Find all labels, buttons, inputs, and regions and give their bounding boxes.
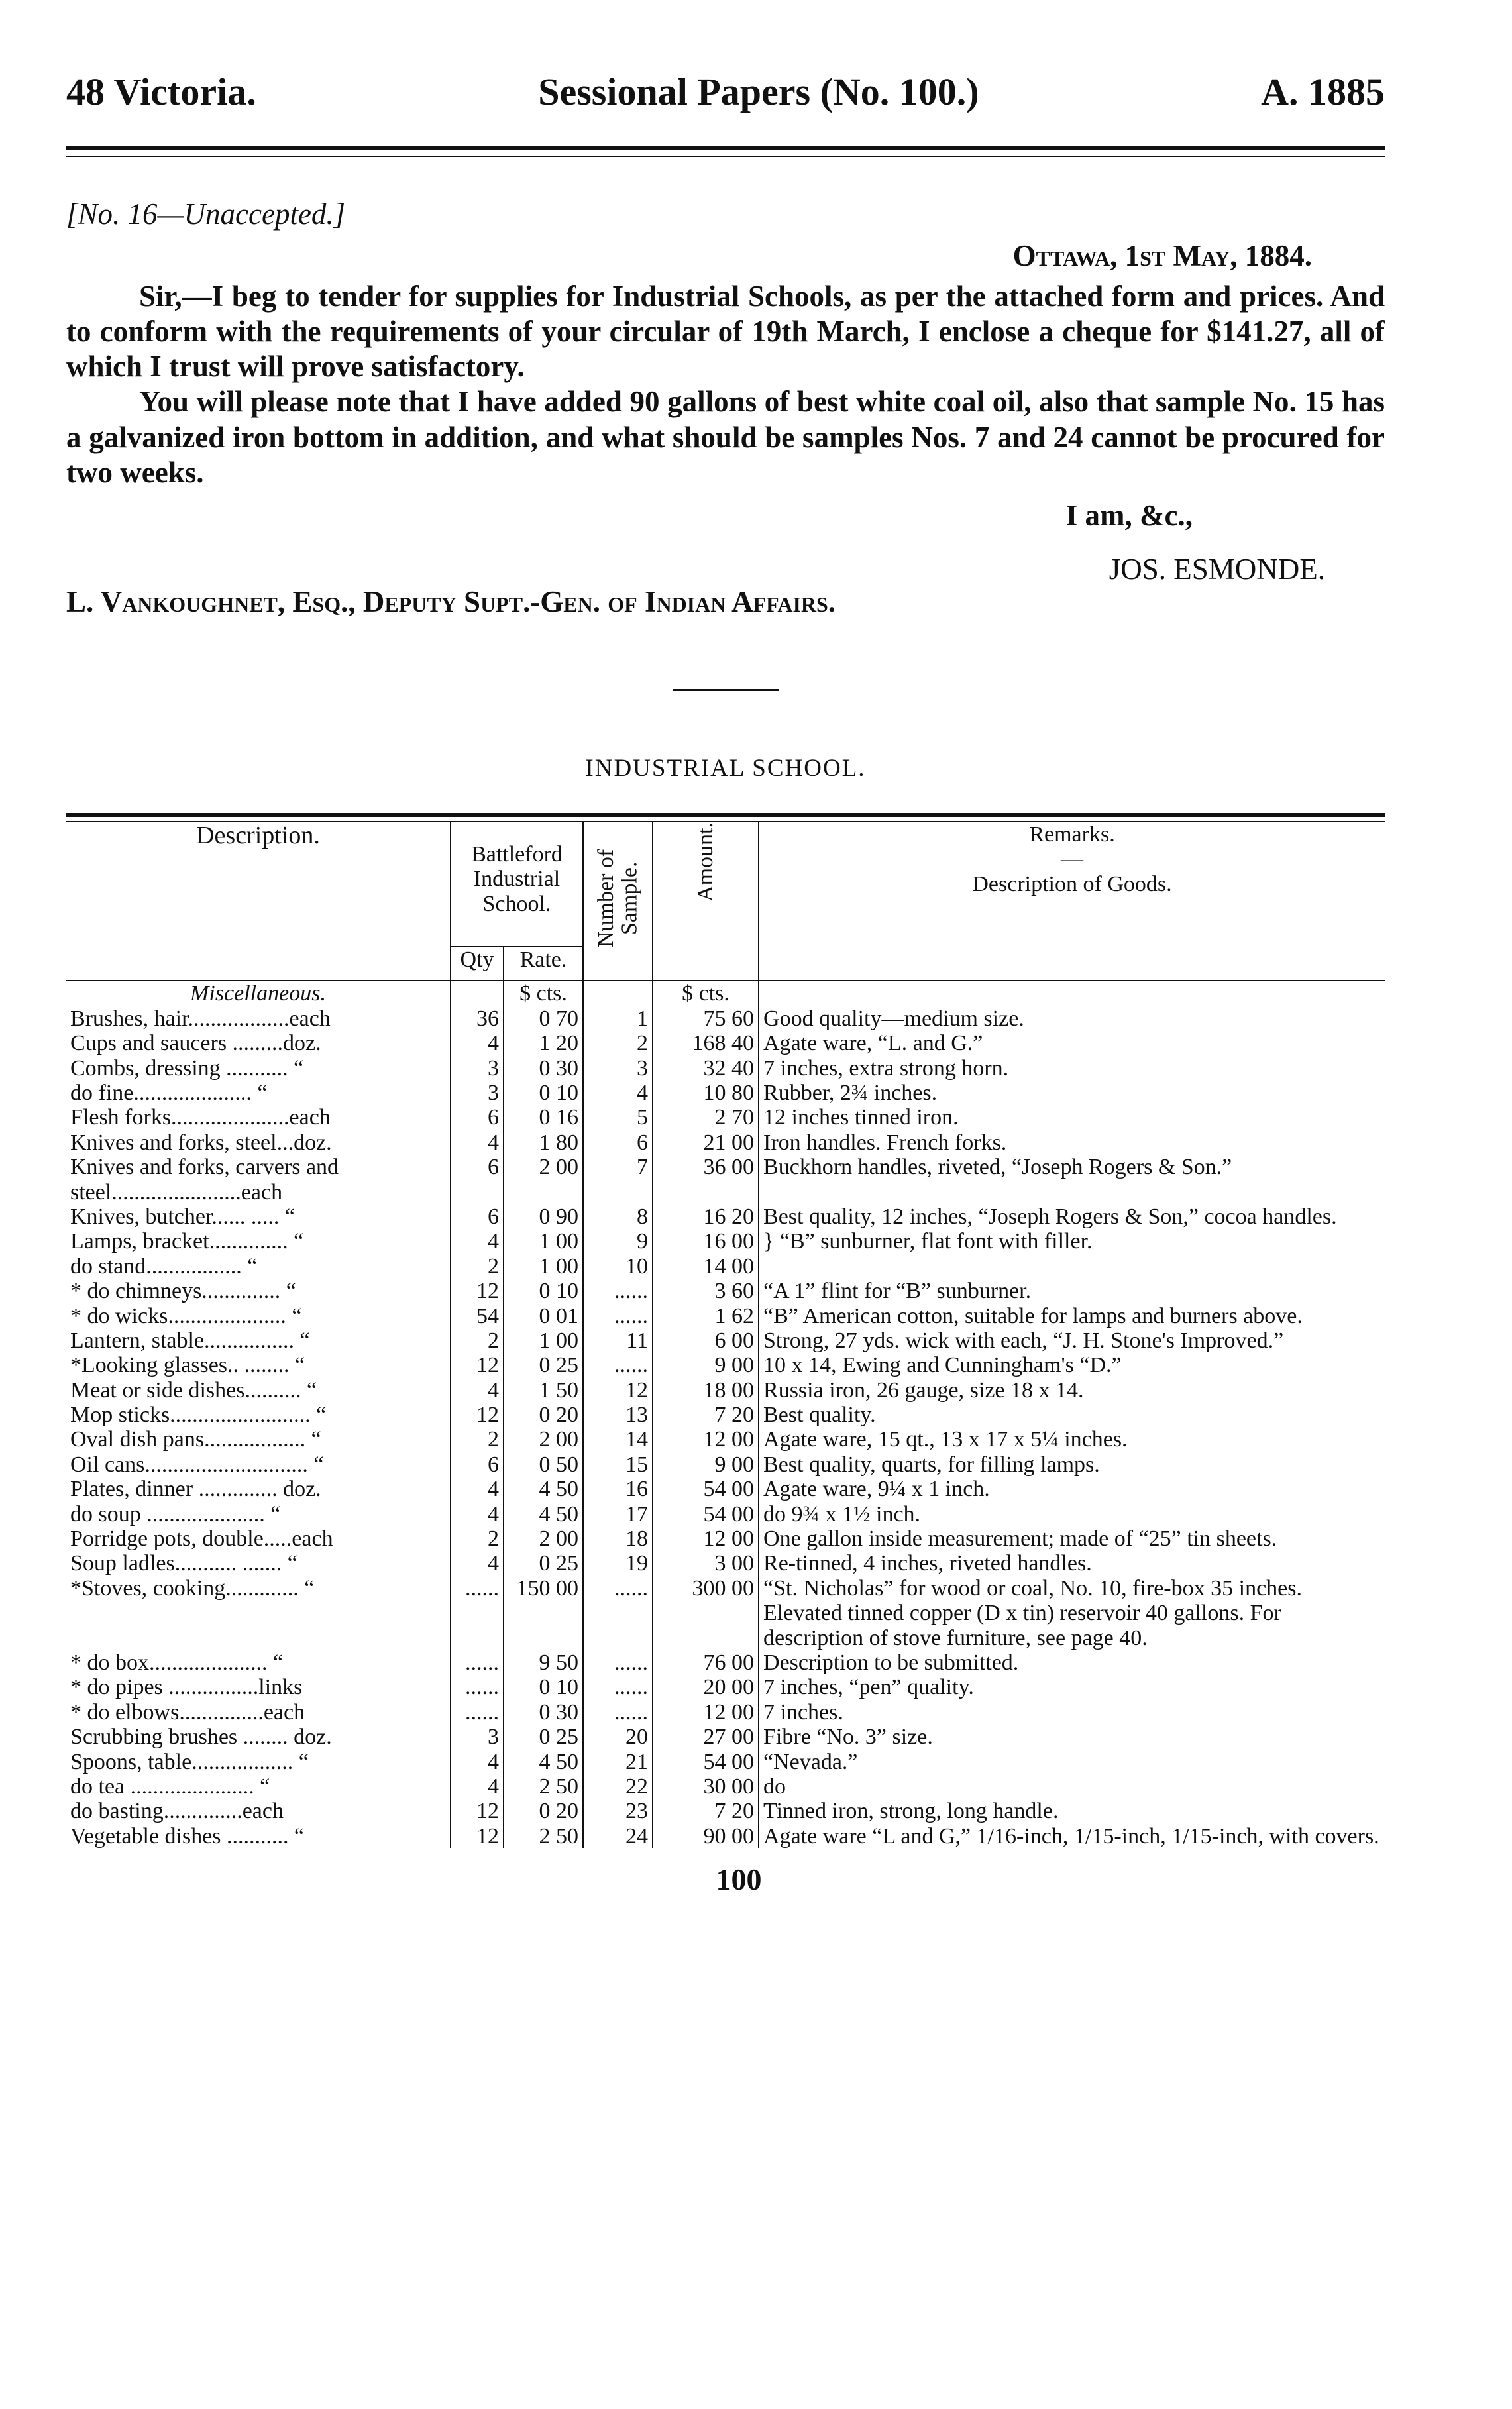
item-rate: 1 80 [504,1130,583,1155]
document-id: [No. 16—Unaccepted.] [66,197,346,231]
header-right: A. 1885 [1261,70,1385,113]
table-row [66,1526,1385,1551]
item-rate: 0 30 [504,1056,583,1081]
table-row [66,1204,1385,1229]
item-rate: 2 00 [504,1427,583,1452]
item-quantity: 36 [451,1006,504,1031]
item-quantity: 4 [451,1477,504,1501]
item-amount: 7 20 [653,1799,759,1823]
item-rate: 0 90 [504,1204,583,1229]
header-sample-number: Number of Sample. [583,822,653,981]
item-rate: 1 00 [504,1254,583,1279]
item-rate: 2 50 [504,1824,583,1848]
item-sample-number: 4 [583,1081,653,1105]
item-amount: 54 00 [653,1750,759,1774]
table-row [66,1824,1385,1848]
item-amount: 168 40 [653,1031,759,1055]
item-quantity: 12 [451,1279,504,1303]
item-quantity: 2 [451,1427,504,1452]
item-description: Knives and forks, carvers and steel.......................each [70,1155,339,1204]
item-sample-number: 11 [583,1328,653,1353]
item-quantity: 2 [451,1526,504,1551]
item-quantity: 4 [451,1229,504,1254]
item-description: * do box..................... “ [70,1650,284,1675]
table-row [66,1031,1385,1055]
item-remarks: 7 inches, “pen” quality. [759,1675,1385,1699]
item-sample-number: 19 [583,1551,653,1576]
item-quantity: ...... [451,1650,504,1675]
item-quantity: 12 [451,1353,504,1377]
item-amount: 54 00 [653,1502,759,1526]
item-remarks: Best quality, 12 inches, “Joseph Rogers & Son,” cocoa handles. [759,1204,1385,1229]
header-remarks-dash: — [1061,847,1083,872]
table-row [66,1155,1385,1204]
item-remarks: Good quality—medium size. [759,1006,1385,1031]
item-sample-number: 6 [583,1130,653,1155]
item-rate: 2 00 [504,1526,583,1551]
item-rate: 4 50 [504,1750,583,1774]
table-row [66,1675,1385,1699]
item-rate: 0 20 [504,1799,583,1823]
item-amount: 27 00 [653,1725,759,1749]
table-row [66,1725,1385,1749]
item-amount: 36 00 [653,1155,759,1204]
item-amount: 14 00 [653,1254,759,1279]
item-sample-number: 1 [583,1006,653,1031]
item-description: Knives and forks, steel...doz. [70,1130,332,1155]
item-rate: 1 00 [504,1328,583,1353]
item-quantity: 3 [451,1725,504,1749]
table-row [66,1452,1385,1477]
item-rate: 1 00 [504,1229,583,1254]
item-rate: 1 20 [504,1031,583,1055]
header-remarks-subtitle: Description of Goods. [972,871,1172,896]
item-amount: 1 62 [653,1304,759,1328]
item-description: Plates, dinner .............. doz. [70,1477,321,1502]
item-description: * do pipes ................links [70,1675,303,1700]
item-rate: 0 30 [504,1700,583,1725]
table-row [66,1799,1385,1823]
units-row [66,981,1385,1006]
running-header [66,70,1385,113]
item-remarks: Agate ware “L and G,” 1/16-inch, 1/15-inch, 1/15-inch, with covers. [759,1824,1385,1848]
item-description: * do wicks..................... “ [70,1303,302,1328]
item-sample-number: 21 [583,1750,653,1774]
item-amount: 76 00 [653,1650,759,1675]
item-remarks: Russia iron, 26 gauge, size 18 x 14. [759,1378,1385,1403]
item-quantity: 12 [451,1403,504,1427]
item-description: * do chimneys.............. “ [70,1279,296,1304]
item-remarks: Strong, 27 yds. wick with each, “J. H. Stone's Improved.” [759,1328,1385,1353]
item-remarks: Rubber, 2¾ inches. [759,1081,1385,1105]
item-rate: 0 70 [504,1006,583,1031]
item-quantity: 6 [451,1155,504,1204]
item-quantity: 6 [451,1452,504,1477]
item-rate: 0 20 [504,1403,583,1427]
amount-unit: $ cts. [653,981,759,1006]
table-rule-thick [66,813,1385,817]
section-label: Miscellaneous. [190,981,326,1006]
item-quantity: 3 [451,1056,504,1081]
item-sample-number: 10 [583,1254,653,1279]
item-sample-number: ...... [583,1353,653,1377]
item-description: Flesh forks.....................each [70,1105,331,1130]
item-amount: 2 70 [653,1105,759,1130]
item-remarks: } “B” sunburner, flat font with filler. [759,1229,1385,1254]
item-sample-number: 7 [583,1155,653,1204]
header-rule-thick [66,146,1385,150]
item-quantity: 2 [451,1328,504,1353]
table-row [66,1006,1385,1031]
table-row [66,1551,1385,1576]
item-amount: 30 00 [653,1774,759,1799]
item-remarks: Description to be submitted. [759,1650,1385,1675]
item-rate: 0 50 [504,1452,583,1477]
item-amount: 10 80 [653,1081,759,1105]
item-description: Lamps, bracket.............. “ [70,1229,304,1254]
item-quantity: 3 [451,1081,504,1105]
section-divider [673,689,779,691]
table-row [66,1650,1385,1675]
item-quantity: 2 [451,1254,504,1279]
item-sample-number: 12 [583,1378,653,1403]
item-sample-number: 3 [583,1056,653,1081]
item-remarks: Iron handles. French forks. [759,1130,1385,1155]
item-sample-number: ...... [583,1279,653,1303]
item-sample-number: ...... [583,1304,653,1328]
item-remarks: 7 inches. [759,1700,1385,1725]
item-description: do stand................. “ [70,1254,258,1279]
item-quantity: 4 [451,1502,504,1526]
item-sample-number: 16 [583,1477,653,1501]
item-description: Mop sticks......................... “ [70,1403,327,1428]
table-row [66,1502,1385,1526]
item-remarks: “St. Nicholas” for wood or coal, No. 10, fire-box 35 inches. Elevated tinned copper (D x tin) reservoir 40 gallons. For description of stove furniture, see page 40. [759,1576,1385,1650]
header-remarks-title: Remarks. [1029,822,1115,847]
item-description: Knives, butcher...... ..... “ [70,1204,295,1229]
letter-paragraph-2: You will please note that I have added 90 gallons of best white coal oil, also that sample No. 15 has a galvanized iron bottom in addition, and what should be samples Nos. 7 and 24 cannot be procured for two weeks. [66,385,1385,489]
item-amount: 7 20 [653,1403,759,1427]
item-amount: 3 60 [653,1279,759,1303]
item-amount: 16 20 [653,1204,759,1229]
item-rate: 2 50 [504,1774,583,1799]
item-amount: 32 40 [653,1056,759,1081]
item-remarks: Best quality, quarts, for filling lamps. [759,1452,1385,1477]
addressee: L. Vankoughnet, Esq., Deputy Supt.-Gen. of Indian Affairs. [66,584,836,618]
item-remarks: “B” American cotton, suitable for lamps and burners above. [759,1304,1385,1328]
item-remarks: Agate ware, 15 qt., 13 x 17 x 5¼ inches. [759,1427,1385,1452]
table-row [66,1427,1385,1452]
item-sample-number: ...... [583,1576,653,1650]
table-row [66,1254,1385,1279]
table-row [66,1750,1385,1774]
item-rate: 0 01 [504,1304,583,1328]
table-row [66,1700,1385,1725]
item-description: Lantern, stable................ “ [70,1328,310,1353]
header-qty: Qty [451,947,504,981]
item-remarks: Best quality. [759,1403,1385,1427]
item-quantity: 4 [451,1774,504,1799]
item-sample-number: 18 [583,1526,653,1551]
item-quantity: 54 [451,1304,504,1328]
signature: JOS. ESMONDE. [1108,552,1325,586]
table-row [66,1576,1385,1650]
item-remarks: “Nevada.” [759,1750,1385,1774]
item-rate: 0 25 [504,1551,583,1576]
page [66,70,1385,1897]
item-description: Vegetable dishes ........... “ [70,1823,305,1848]
item-rate: 1 50 [504,1378,583,1403]
item-amount: 21 00 [653,1130,759,1155]
item-quantity: 4 [451,1750,504,1774]
item-sample-number: ...... [583,1675,653,1699]
item-rate: 0 25 [504,1725,583,1749]
item-rate: 0 16 [504,1105,583,1130]
item-remarks: Agate ware, 9¼ x 1 inch. [759,1477,1385,1501]
table-row [66,1403,1385,1427]
item-description: Spoons, table.................. “ [70,1749,309,1774]
item-quantity: ...... [451,1675,504,1699]
item-quantity: 4 [451,1551,504,1576]
item-quantity: 4 [451,1130,504,1155]
item-amount: 54 00 [653,1477,759,1501]
letter-paragraph-1: Sir,—I beg to tender for supplies for Industrial Schools, as per the attached form and prices. And to conform with the requirements of your circular of 19th March, I enclose a cheque for $141.27, all of which I trust will prove satisfactory. [66,280,1385,384]
item-quantity: 12 [451,1799,504,1823]
item-sample-number: ...... [583,1700,653,1725]
item-sample-number: 15 [583,1452,653,1477]
item-remarks: Fibre “No. 3” size. [759,1725,1385,1749]
item-remarks: One gallon inside measurement; made of “25” tin sheets. [759,1526,1385,1551]
item-description: Soup ladles........... ....... “ [70,1551,297,1576]
item-amount: 12 00 [653,1526,759,1551]
item-sample-number: 13 [583,1403,653,1427]
item-description: *Looking glasses.. ........ “ [70,1353,305,1378]
item-rate: 0 10 [504,1279,583,1303]
item-rate: 0 10 [504,1675,583,1699]
item-sample-number: 9 [583,1229,653,1254]
table-row [66,1774,1385,1799]
item-amount: 300 00 [653,1576,759,1650]
header-rule-thin [66,156,1385,157]
item-sample-number: ...... [583,1650,653,1675]
item-sample-number: 20 [583,1725,653,1749]
header-center: Sessional Papers (No. 100.) [538,70,979,113]
item-sample-number: 17 [583,1502,653,1526]
table-row [66,1477,1385,1501]
item-description: do basting..............each [70,1799,284,1824]
item-quantity: 4 [451,1378,504,1403]
table-row [66,1229,1385,1254]
item-remarks: “A 1” flint for “B” sunburner. [759,1279,1385,1303]
item-quantity: ...... [451,1576,504,1650]
page-number: 100 [716,1862,762,1897]
item-quantity: 4 [451,1031,504,1055]
item-sample-number: 24 [583,1824,653,1848]
header-rate: Rate. [504,947,583,981]
item-amount: 6 00 [653,1328,759,1353]
header-school: Battleford Industrial School. [451,822,583,947]
item-amount: 90 00 [653,1824,759,1848]
item-remarks: do [759,1774,1385,1799]
item-description: * do elbows...............each [70,1699,305,1725]
table-row [66,1304,1385,1328]
item-amount: 3 00 [653,1551,759,1576]
item-description: do fine..................... “ [70,1080,268,1105]
item-description: Meat or side dishes.......... “ [70,1377,317,1403]
item-rate: 4 50 [504,1502,583,1526]
header-description: Description. [66,822,451,981]
item-remarks [759,1254,1385,1279]
item-description: Porridge pots, double.....each [70,1526,333,1552]
table-row [66,1378,1385,1403]
item-remarks: 12 inches tinned iron. [759,1105,1385,1130]
dateline: Ottawa, 1st May, 1884. [1012,239,1312,273]
rate-unit: $ cts. [504,981,583,1006]
item-amount: 18 00 [653,1378,759,1403]
item-description: Oil cans............................. “ [70,1452,324,1477]
letter-closing: I am, &c., [1065,498,1193,532]
item-description: Combs, dressing ........... “ [70,1055,304,1081]
item-amount: 9 00 [653,1452,759,1477]
item-amount: 12 00 [653,1427,759,1452]
item-quantity: 6 [451,1105,504,1130]
section-title: INDUSTRIAL SCHOOL. [585,755,866,782]
item-description: do soup ..................... “ [70,1501,281,1526]
item-rate: 2 00 [504,1155,583,1204]
item-remarks: 10 x 14, Ewing and Cunningham's “D.” [759,1353,1385,1377]
item-remarks: do 9¾ x 1½ inch. [759,1502,1385,1526]
table-row [66,1130,1385,1155]
item-description: Brushes, hair..................each [70,1006,331,1031]
item-remarks: Tinned iron, strong, long handle. [759,1799,1385,1823]
item-sample-number: 22 [583,1774,653,1799]
item-sample-number: 5 [583,1105,653,1130]
letter [66,197,1385,619]
item-description: Cups and saucers .........doz. [70,1031,321,1056]
item-rate: 4 50 [504,1477,583,1501]
item-sample-number: 2 [583,1031,653,1055]
item-description: *Stoves, cooking............. “ [70,1576,315,1601]
table-row [66,1279,1385,1303]
item-rate: 150 00 [504,1576,583,1650]
table-row [66,1353,1385,1377]
item-amount: 75 60 [653,1006,759,1031]
item-quantity: 6 [451,1204,504,1229]
item-remarks: Buckhorn handles, riveted, “Joseph Rogers & Son.” [759,1155,1385,1204]
item-rate: 0 25 [504,1353,583,1377]
table-row [66,1056,1385,1081]
header-left: 48 Victoria. [66,70,256,113]
table-row [66,1105,1385,1130]
header-amount: Amount. [653,822,759,981]
item-remarks: Agate ware, “L. and G.” [759,1031,1385,1055]
item-sample-number: 8 [583,1204,653,1229]
item-amount: 12 00 [653,1700,759,1725]
item-rate: 9 50 [504,1650,583,1675]
item-remarks: 7 inches, extra strong horn. [759,1056,1385,1081]
item-amount: 16 00 [653,1229,759,1254]
table-row [66,1328,1385,1353]
item-description: Oval dish pans.................. “ [70,1427,321,1452]
header-remarks [759,822,1385,981]
item-amount: 20 00 [653,1675,759,1699]
item-remarks: Re-tinned, 4 inches, riveted handles. [759,1551,1385,1576]
item-description: Scrubbing brushes ........ doz. [70,1725,332,1750]
item-sample-number: 23 [583,1799,653,1823]
goods-table [66,822,1385,1848]
item-quantity: 12 [451,1824,504,1848]
item-amount: 9 00 [653,1353,759,1377]
item-quantity: ...... [451,1700,504,1725]
item-rate: 0 10 [504,1081,583,1105]
item-description: do tea ...................... “ [70,1774,270,1799]
item-sample-number: 14 [583,1427,653,1452]
table-row [66,1081,1385,1105]
